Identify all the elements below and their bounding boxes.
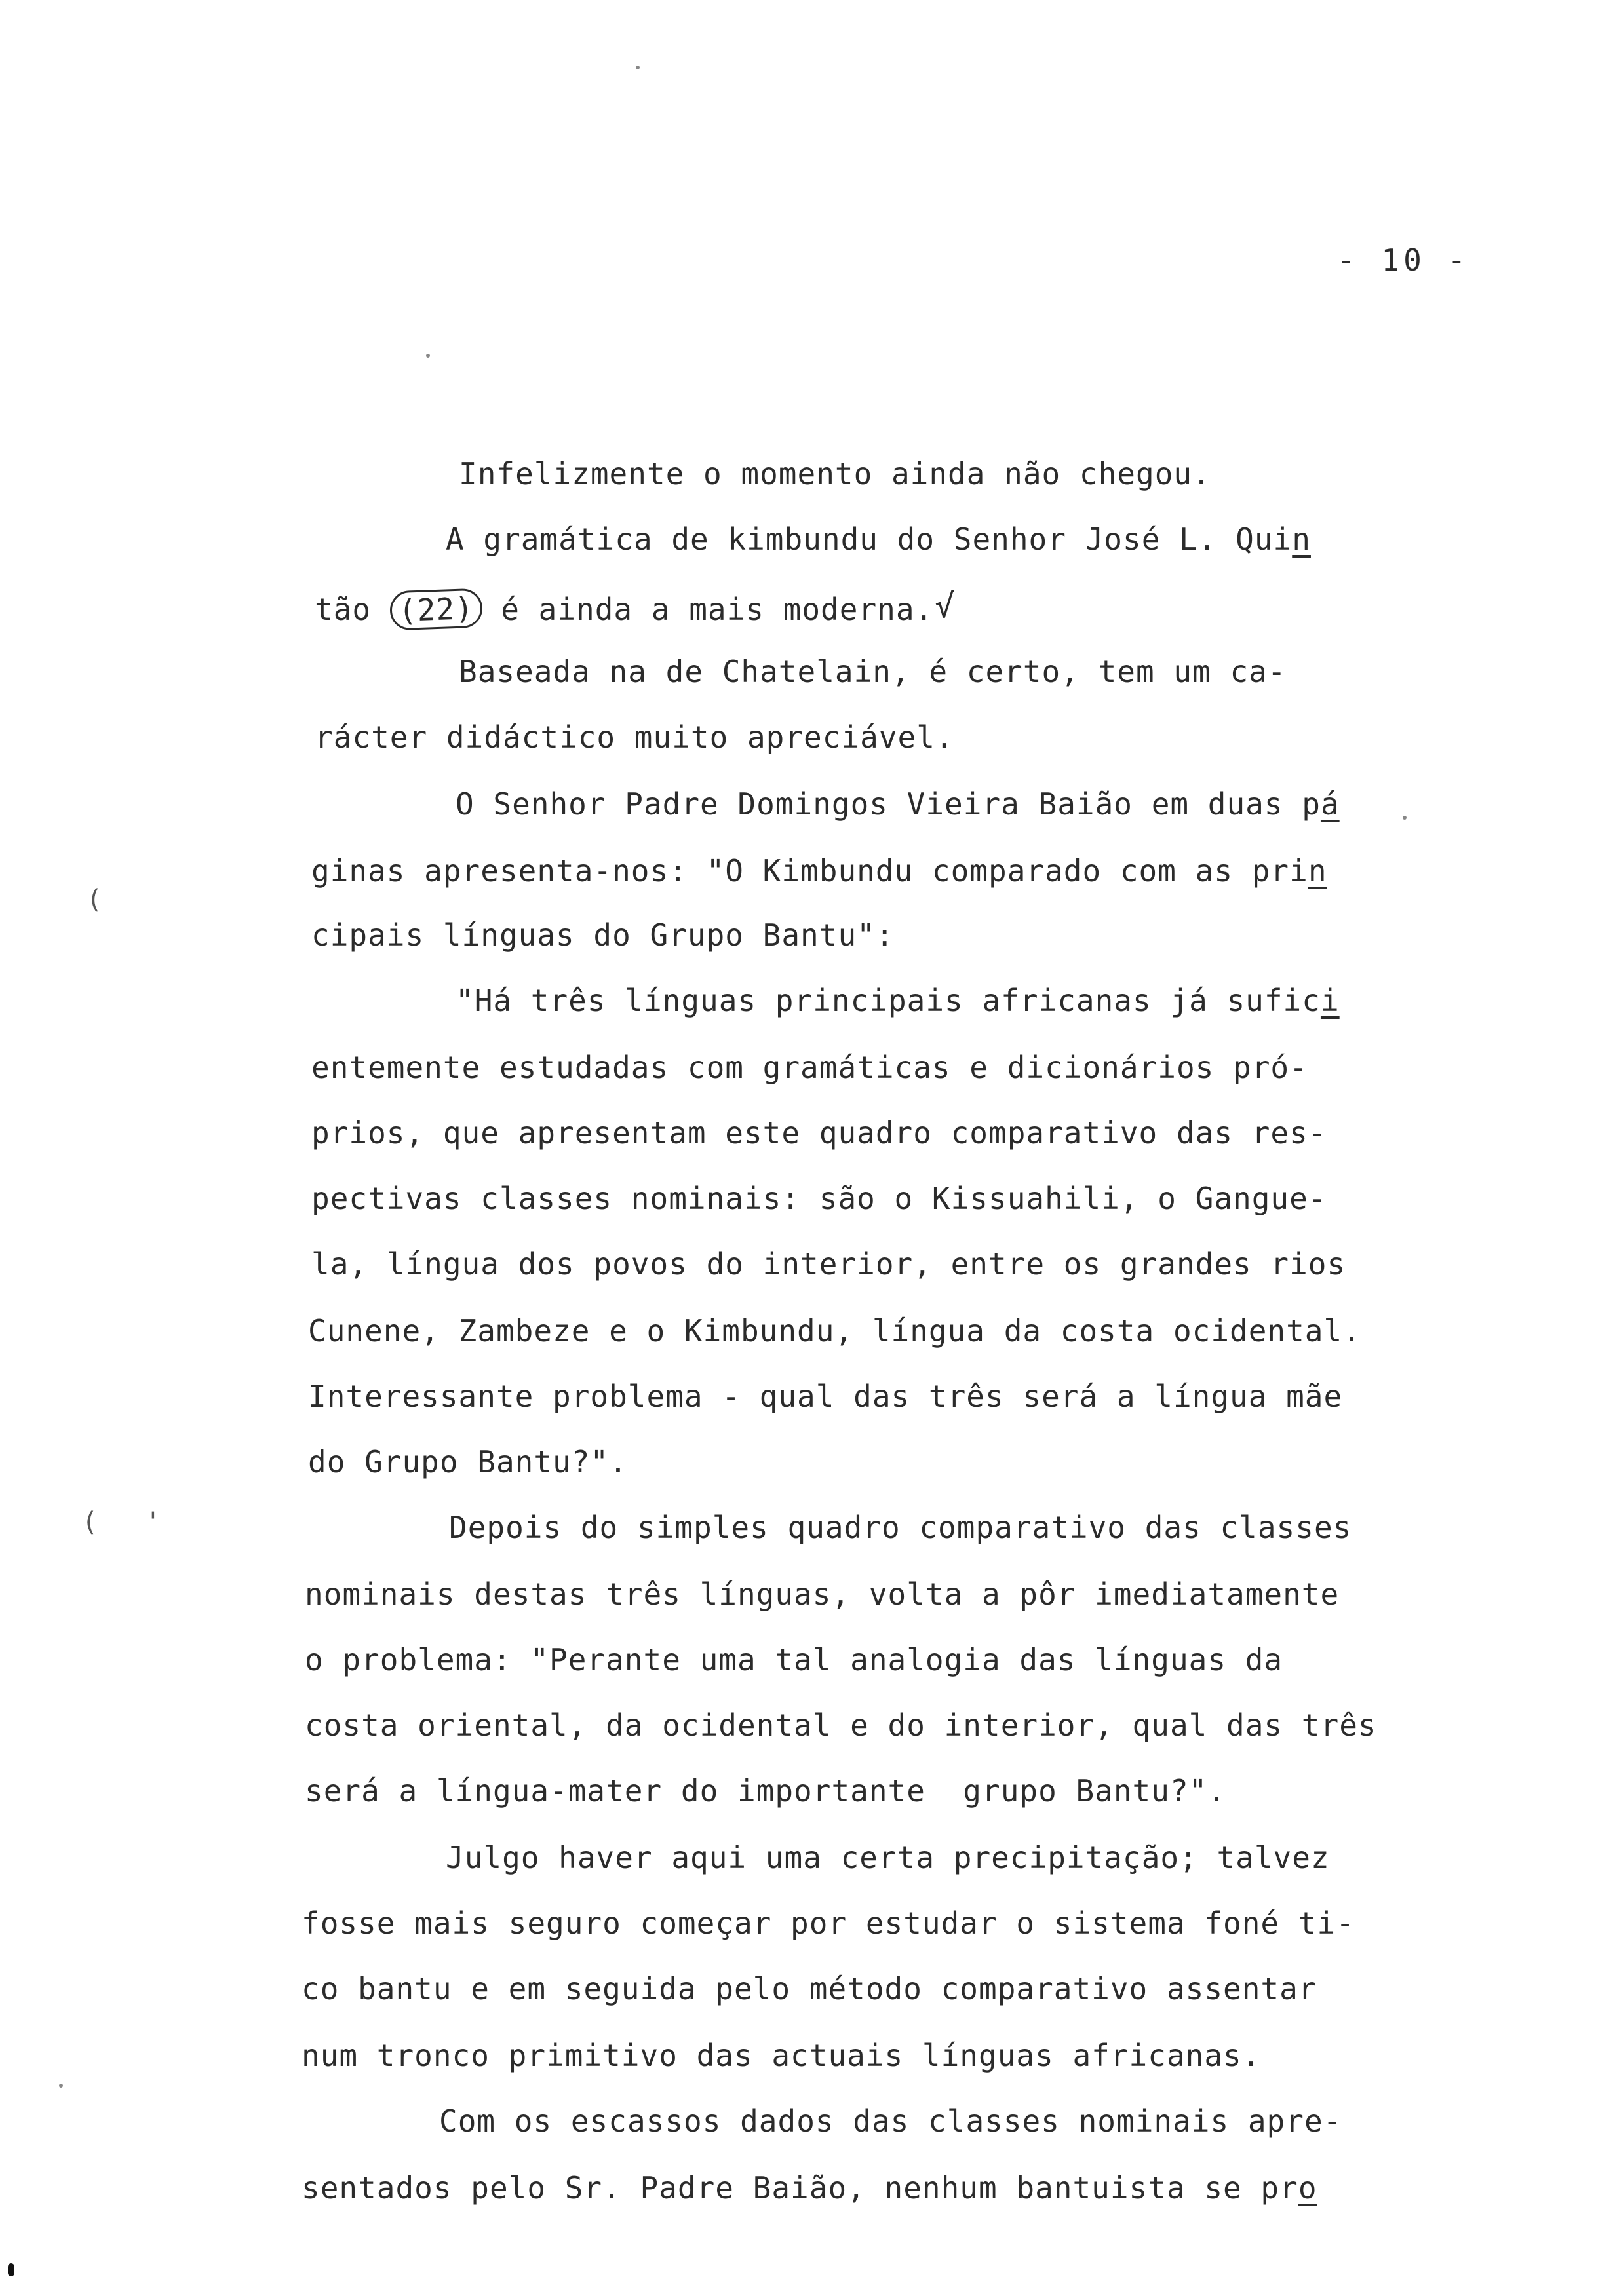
scan-speck bbox=[1403, 816, 1407, 820]
line-text: Infelizmente o momento ainda não chegou. bbox=[459, 456, 1211, 491]
text-line bbox=[302, 2170, 1317, 2206]
line-text: cipais línguas do Grupo Bantu": bbox=[311, 917, 895, 953]
hyphen-continuation-underlined: á bbox=[1320, 786, 1340, 822]
line-text: Com os escassos dados das classes nominais apre- bbox=[439, 2103, 1342, 2139]
line-text: do Grupo Bantu?". bbox=[308, 1444, 628, 1480]
text-line bbox=[311, 1115, 1327, 1151]
line-text: Depois do simples quadro comparativo das classes bbox=[449, 1510, 1352, 1545]
text-line bbox=[456, 786, 1340, 822]
text-line bbox=[459, 456, 1211, 491]
hyphen-continuation-underlined: n bbox=[1308, 853, 1327, 889]
text-line bbox=[308, 1379, 1343, 1414]
hyphen-continuation-underlined: n bbox=[1292, 522, 1311, 557]
circled-footnote-reference: (22) bbox=[389, 588, 483, 631]
text-line bbox=[439, 2103, 1342, 2139]
text-line bbox=[311, 853, 1327, 889]
line-text: fosse mais seguro começar por estudar o sistema foné ti- bbox=[302, 1905, 1355, 1941]
line-text: será a língua-mater do importante grupo Bantu?". bbox=[305, 1773, 1227, 1808]
line-text: sentados pelo Sr. Padre Baião, nenhum bantuista se pr bbox=[302, 2170, 1298, 2206]
line-text: num tronco primitivo das actuais línguas africanas. bbox=[302, 2038, 1261, 2073]
line-text: co bantu e em seguida pelo método comparativo assentar bbox=[302, 1971, 1317, 2006]
line-text: é ainda a mais moderna. bbox=[482, 592, 934, 627]
line-text: prios, que apresentam este quadro comparativo das res- bbox=[311, 1115, 1327, 1151]
line-text: ginas apresenta-nos: "O Kimbundu comparado com as pri bbox=[311, 853, 1308, 889]
line-text: rácter didáctico muito apreciável. bbox=[315, 719, 954, 755]
line-text: nominais destas três línguas, volta a pôr imediatamente bbox=[305, 1577, 1340, 1612]
text-line bbox=[311, 1183, 1327, 1214]
line-text: A gramática de kimbundu do Senhor José L. Qui bbox=[446, 522, 1293, 557]
scan-edge-mark bbox=[8, 2263, 14, 2276]
scan-speck bbox=[59, 2084, 63, 2088]
text-line bbox=[311, 1050, 1308, 1085]
text-line bbox=[305, 1708, 1377, 1743]
text-line bbox=[302, 2040, 1260, 2071]
line-text: Julgo haver aqui uma certa precipitação; talvez bbox=[446, 1840, 1330, 1875]
text-line bbox=[459, 654, 1287, 689]
text-line bbox=[302, 1971, 1317, 2006]
text-line bbox=[308, 1313, 1361, 1349]
hyphen-continuation-underlined: i bbox=[1320, 983, 1340, 1018]
text-line bbox=[315, 587, 956, 629]
line-text: O Senhor Padre Domingos Vieira Baião em duas p bbox=[456, 786, 1321, 822]
margin-speck: ( ' bbox=[82, 1507, 161, 1537]
line-text: entemente estudadas com gramáticas e dicionários pró- bbox=[311, 1050, 1308, 1085]
hyphen-continuation-underlined: o bbox=[1298, 2170, 1317, 2206]
text-line bbox=[308, 1444, 628, 1480]
scan-speck bbox=[426, 354, 430, 358]
line-text: o problema: "Perante uma tal analogia das línguas da bbox=[305, 1642, 1283, 1677]
text-line bbox=[315, 719, 954, 755]
page-number: - 10 - bbox=[1337, 242, 1470, 278]
text-line bbox=[456, 985, 1340, 1016]
line-text: Cunene, Zambeze e o Kimbundu, língua da costa ocidental. bbox=[308, 1313, 1361, 1349]
line-text: "Há três línguas principais africanas já sufic bbox=[456, 983, 1321, 1018]
text-line bbox=[302, 1905, 1355, 1941]
text-line bbox=[449, 1510, 1352, 1545]
line-text: Baseada na de Chatelain, é certo, tem um ca- bbox=[459, 654, 1287, 689]
line-text: la, língua dos povos do interior, entre os grandes rios bbox=[311, 1246, 1346, 1282]
text-line bbox=[305, 1773, 1227, 1808]
line-text: pectivas classes nominais: são o Kissuahili, o Gangue- bbox=[311, 1181, 1327, 1216]
text-line bbox=[446, 1840, 1330, 1875]
text-line bbox=[305, 1577, 1340, 1612]
text-line bbox=[305, 1642, 1283, 1677]
text-line bbox=[446, 522, 1311, 557]
handwritten-check-mark: √ bbox=[935, 587, 956, 625]
text-line bbox=[311, 1246, 1346, 1282]
line-text: Interessante problema - qual das três será a língua mãe bbox=[308, 1379, 1343, 1414]
scan-speck bbox=[636, 66, 640, 69]
line-text: tão bbox=[315, 592, 390, 627]
margin-speck: ( bbox=[87, 885, 103, 915]
line-text: costa oriental, da ocidental e do interior, qual das três bbox=[305, 1708, 1377, 1743]
text-line bbox=[311, 917, 895, 953]
